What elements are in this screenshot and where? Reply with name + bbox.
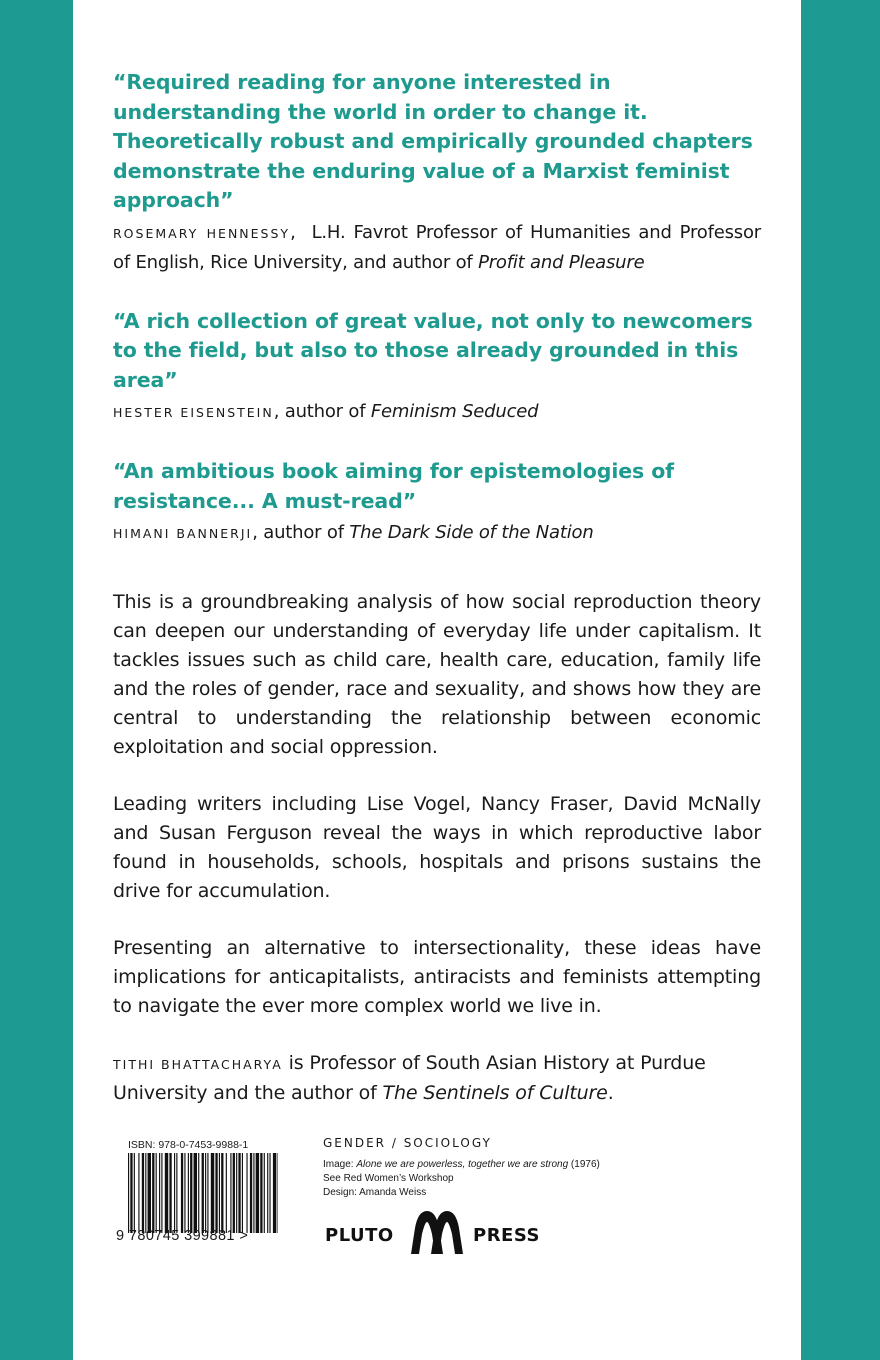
endorsement-1 bbox=[113, 68, 761, 277]
barcode-bar bbox=[278, 1153, 279, 1233]
image-title: Alone we are powerless, together we are strong bbox=[356, 1159, 569, 1170]
barcode-bar bbox=[260, 1153, 262, 1233]
barcode-bar bbox=[215, 1153, 217, 1233]
barcode-bar bbox=[130, 1153, 132, 1233]
publisher-word-right: PRESS bbox=[473, 1225, 540, 1246]
barcode-bar bbox=[236, 1153, 237, 1233]
isbn-label: ISBN: 978-0-7453-9988-1 bbox=[128, 1139, 249, 1151]
endorsement-3 bbox=[113, 457, 761, 548]
endorsement-quote: “Required reading for anyone interested in understanding the world in order to change it. Theoretically robust and empirically grounded chapters demonstrate the enduring value of a Marxist feminist approach” bbox=[113, 70, 753, 212]
cover-text bbox=[113, 68, 761, 1108]
barcode-bar bbox=[226, 1153, 227, 1233]
endorsement-attribution bbox=[113, 518, 761, 548]
barcode-bar bbox=[211, 1153, 214, 1233]
barcode-bar bbox=[246, 1153, 247, 1233]
barcode-bar bbox=[138, 1153, 139, 1233]
barcode-bar bbox=[181, 1153, 183, 1233]
barcode-bar bbox=[264, 1153, 265, 1233]
description-paragraph: Presenting an alternative to intersectionality, these ideas have implications for anticapitalists, antiracists and feminists attempting to navigate the ever more complex world we live in. bbox=[113, 937, 761, 1017]
barcode-bar bbox=[152, 1153, 154, 1233]
barcode-bar bbox=[176, 1153, 177, 1233]
endorser-work: Feminism Seduced bbox=[370, 401, 539, 422]
barcode-bar bbox=[230, 1153, 231, 1233]
barcode-bar bbox=[184, 1153, 185, 1233]
endorsement-attribution bbox=[113, 397, 761, 427]
barcode-bar bbox=[148, 1153, 151, 1233]
barcode-bar bbox=[221, 1153, 223, 1233]
barcode-bar bbox=[194, 1153, 197, 1233]
endorsement-quote: “A rich collection of great value, not only to newcomers to the field, but also to those already grounded in this area” bbox=[113, 308, 753, 392]
description-paragraph: This is a groundbreaking analysis of how social reproduction theory can deepen our understanding of everyday life under capitalism. It tackles issues such as child care, health care, education, family life and the roles of gender, race and sexuality, and shows how they are central to understanding the relationship between economic exploitation and social oppression. bbox=[113, 591, 761, 758]
barcode-bar bbox=[202, 1153, 204, 1233]
image-source: See Red Women’s Workshop bbox=[323, 1173, 454, 1184]
barcode-bar bbox=[267, 1153, 268, 1233]
barcode-bar bbox=[188, 1153, 189, 1233]
barcode-bar bbox=[205, 1153, 206, 1233]
editor-work: The Sentinels of Culture bbox=[382, 1082, 608, 1104]
barcode-bar bbox=[161, 1153, 162, 1233]
barcode-bar bbox=[253, 1153, 254, 1233]
category-label: GENDER / SOCIOLOGY bbox=[323, 1136, 492, 1150]
barcode-bar bbox=[269, 1153, 270, 1233]
image-credit-prefix: Image: bbox=[323, 1159, 357, 1170]
publisher-word-left: PLUTO bbox=[325, 1225, 394, 1246]
image-year: (1976) bbox=[568, 1159, 600, 1170]
design-credit: Design: Amanda Weiss bbox=[323, 1187, 427, 1198]
endorser-name: HESTER EISENSTEIN bbox=[113, 405, 274, 420]
barcode-bar bbox=[256, 1153, 259, 1233]
editor-bio-text: is Professor of South Asian History at Purdue University and the author of bbox=[113, 1052, 706, 1104]
barcode-bar bbox=[198, 1153, 199, 1233]
barcode-bar bbox=[250, 1153, 252, 1233]
barcode-bar bbox=[156, 1153, 157, 1233]
endorsement-attribution: ROSEMARY HENNESSY, L.H. Favrot Professor of Humanities and Professor of English, Rice University, and author of Profit and Pleasure bbox=[113, 221, 761, 273]
barcode-bar bbox=[242, 1153, 243, 1233]
barcode-bar bbox=[142, 1153, 144, 1233]
barcode-bar bbox=[238, 1153, 240, 1233]
endorsement-quote: “An ambitious book aiming for epistemologies of resistance... A must-read” bbox=[113, 459, 674, 513]
barcode-bar bbox=[128, 1153, 129, 1233]
barcode-bar bbox=[165, 1153, 168, 1233]
editor-bio-end: . bbox=[607, 1082, 614, 1104]
barcode-digits: 9 780745 399881 > bbox=[116, 1228, 249, 1244]
endorser-name: ROSEMARY HENNESSY bbox=[113, 225, 291, 241]
barcode-bar bbox=[174, 1153, 175, 1233]
endorser-credit: , author of bbox=[273, 401, 371, 422]
barcode-bar bbox=[134, 1153, 135, 1233]
endorser-credit: L.H. Favrot Professor of Humanities and Professor of English, Rice University, and author of bbox=[113, 221, 761, 273]
editor-name: TITHI BHATTACHARYA bbox=[113, 1057, 283, 1072]
barcode-bar bbox=[233, 1153, 235, 1233]
endorsement-2 bbox=[113, 307, 761, 428]
barcode-bar bbox=[169, 1153, 171, 1233]
endorser-name: HIMANI BANNERJI bbox=[113, 526, 253, 541]
endorser-work: Profit and Pleasure bbox=[478, 251, 645, 273]
publisher-logo bbox=[325, 1208, 555, 1256]
barcode-bar bbox=[159, 1153, 160, 1233]
image-credit-line bbox=[323, 1158, 600, 1172]
pluto-press-logo-icon bbox=[409, 1208, 465, 1256]
barcode-bar bbox=[145, 1153, 146, 1233]
barcode-bar bbox=[207, 1153, 208, 1233]
endorser-work: The Dark Side of the Nation bbox=[349, 522, 594, 543]
barcode bbox=[128, 1153, 278, 1233]
barcode-bar bbox=[190, 1153, 192, 1233]
image-credits bbox=[323, 1158, 600, 1200]
barcode-bar bbox=[273, 1153, 276, 1233]
barcode-bar bbox=[219, 1153, 220, 1233]
description-paragraph: Leading writers including Lise Vogel, Nancy Fraser, David McNally and Susan Ferguson reveal the ways in which reproductive labor found in households, schools, hospitals and prisons sustains the drive for accumulation. bbox=[113, 793, 761, 902]
endorser-credit: , author of bbox=[252, 522, 350, 543]
editor-bio bbox=[113, 1049, 761, 1108]
